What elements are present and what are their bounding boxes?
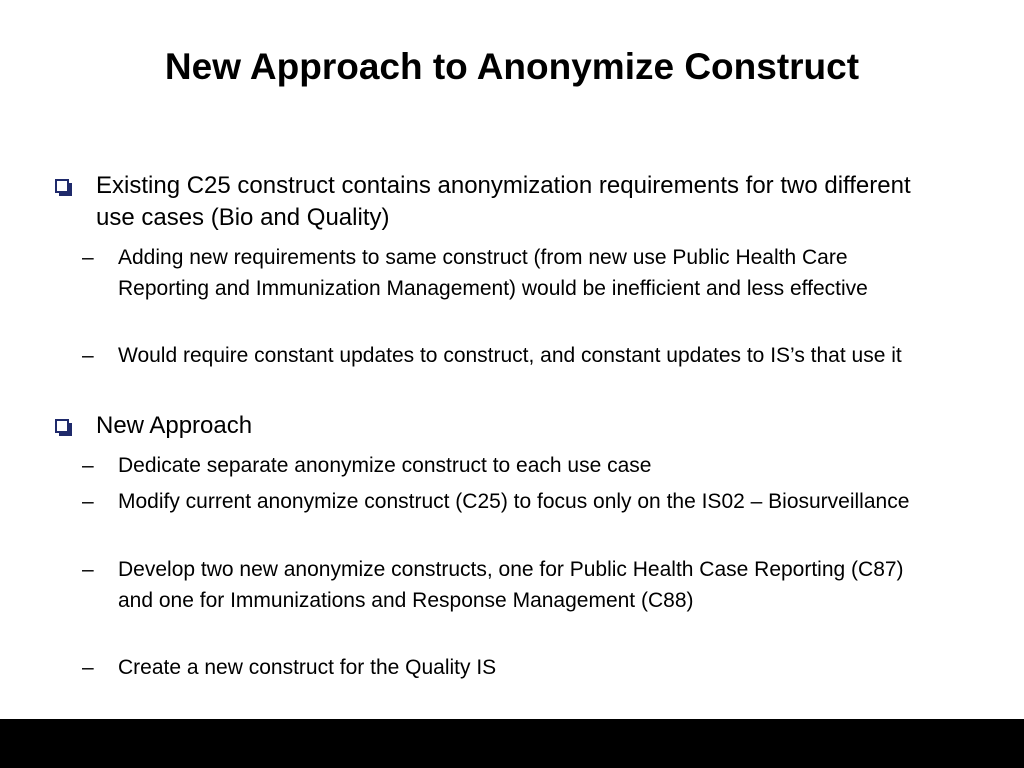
sub-bullet-quality-construct	[82, 652, 918, 683]
bullet-text: New Approach	[96, 412, 253, 439]
checkbox-bullet-icon	[55, 419, 69, 433]
dash-icon: –	[82, 656, 94, 679]
sub-bullet-text: Modify current anonymize construct (C25) to focus only on the IS02 – Biosurveillance	[118, 490, 910, 513]
bottom-bar	[0, 719, 1024, 768]
dash-icon: –	[82, 490, 94, 513]
dash-icon: –	[82, 246, 94, 269]
checkbox-bullet-icon	[55, 179, 69, 193]
sub-bullet-constant-updates	[82, 340, 918, 371]
sub-bullet-text: Create a new construct for the Quality IS	[118, 656, 497, 679]
dash-icon: –	[82, 558, 94, 581]
sub-bullet-modify-c25	[82, 486, 918, 517]
sub-bullet-text: Develop two new anonymize constructs, one for Public Health Case Reporting (C87) and one for Immunizations and Response Management (C88)	[118, 558, 904, 612]
sub-bullet-text: Dedicate separate anonymize construct to each use case	[118, 454, 652, 477]
dash-icon: –	[82, 454, 94, 477]
bullet-new-approach	[96, 410, 926, 442]
dash-icon: –	[82, 344, 94, 367]
sub-bullet-text: Adding new requirements to same construct (from new use Public Health Care Reporting and Immunization Management) would be inefficient and less effective	[118, 246, 868, 300]
bullet-text: Existing C25 construct contains anonymization requirements for two different use cases (Bio and Quality)	[96, 172, 911, 231]
sub-bullet-text: Would require constant updates to construct, and constant updates to IS’s that use it	[118, 344, 902, 367]
slide-title: New Approach to Anonymize Construct	[164, 46, 860, 87]
sub-bullet-adding-requirements	[82, 242, 918, 304]
sub-bullet-develop-constructs	[82, 554, 918, 616]
bullet-existing-c25	[96, 170, 926, 234]
sub-bullet-dedicate-construct	[82, 450, 918, 481]
